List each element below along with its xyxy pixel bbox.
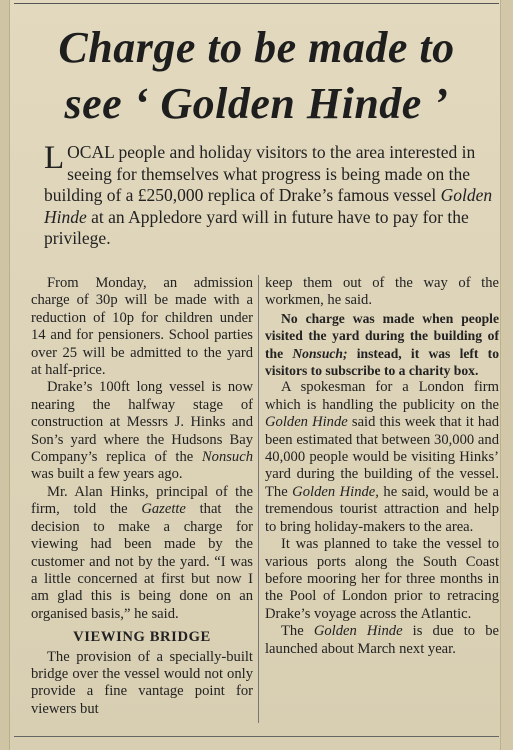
subheading: VIEWING BRIDGE: [73, 629, 211, 646]
adjacent-column-right-edge: [500, 0, 513, 750]
left-p3-paper-name: Gazette: [141, 501, 186, 518]
intro-paragraph: [44, 142, 500, 250]
left-p2-text-b: was built a few years ago.: [31, 466, 183, 483]
left-paragraph-2: [31, 379, 253, 483]
right-paragraph-5: [265, 623, 499, 658]
left-p3-text-a: Mr. Alan Hinks, principal of the firm, told the: [31, 483, 253, 518]
left-p3-text-b: that the decision to make a charge for viewing had been made by the customer and not by the yard. “I was a little concerned at first but now I am glad this is being done on an organised basis,” he said.: [31, 501, 253, 622]
right-p5-ship-name: Golden Hinde: [313, 623, 403, 640]
headline-line-1: Charge to be made to: [58, 23, 455, 72]
right-p2-text-b: instead, it was left to visitors to subscribe to a charity box.: [265, 345, 499, 379]
bottom-rule: [14, 736, 499, 737]
left-p2-text-a: Drake’s 100ft long vessel is now nearing the halfway stage of construction at Messrs J. Hinks and Son’s yard where the Hudsons Bay Company’s replica of the: [31, 379, 253, 466]
right-p3-text-c: he said, would be a tremendous tourist attraction and help to bring holiday-makers to the area.: [265, 483, 499, 535]
right-p3-text-a: A spokesman for a London firm which is handling the publicity on the: [265, 379, 499, 413]
intro-text-b: at an Appledore yard will in future have to pay for the privilege.: [44, 206, 469, 248]
right-p5-text-a: The: [281, 623, 314, 640]
left-p2-ship-name: Nonsuch: [201, 449, 253, 466]
right-paragraph-4: It was planned to take the vessel to various ports along the South Coast before mooring her for three months in the Pool of London prior to retracing Drake’s voyage across the Atlantic.: [265, 536, 499, 622]
right-paragraph-2: [265, 310, 499, 380]
left-paragraph-3: [31, 484, 253, 623]
right-p2-text-a: No charge was made when people visited the yard during the building of the: [265, 310, 499, 361]
left-paragraph-4: The provision of a specially-built bridge over the vessel would not only provide a fine vantage point for viewers but: [31, 648, 253, 717]
top-rule: [14, 3, 499, 4]
right-p3-text-b: said this week that it had been estimated that between 30,000 and 40,000 people would be visiting Hinks’ yard during the building of the vessel. The: [265, 414, 499, 500]
headline: [14, 20, 499, 132]
article-column-left: [31, 275, 253, 718]
right-paragraph-3: [265, 379, 499, 536]
right-p3-ship-name: Golden Hinde: [265, 414, 348, 431]
right-paragraph-1: keep them out of the way of the workmen, he said.: [265, 275, 499, 309]
right-p3-ship-name-2: Golden Hinde,: [292, 483, 379, 500]
column-divider: [258, 275, 259, 723]
headline-line-2: see ‘ Golden Hinde ’: [64, 79, 449, 128]
right-p5-text-b: is due to be launched about March next year.: [265, 623, 499, 657]
article-column-right: [265, 275, 499, 658]
right-p2-ship-name: Nonsuch;: [292, 345, 348, 361]
drop-cap: L: [44, 140, 65, 176]
intro-text-a: OCAL people and holiday visitors to the area interested in seeing for themselves what progress is being made on the building of a £250,000 replica of Drake’s famous vessel: [44, 142, 476, 205]
intro-ship-name: Golden Hinde: [44, 185, 493, 227]
adjacent-column-left-edge: [0, 0, 10, 750]
left-paragraph-1: From Monday, an admission charge of 30p will be made with a reduction of 10p for children under 14 and for pensioners. School parties over 25 will be admitted to the yard at half-price.: [31, 275, 253, 379]
